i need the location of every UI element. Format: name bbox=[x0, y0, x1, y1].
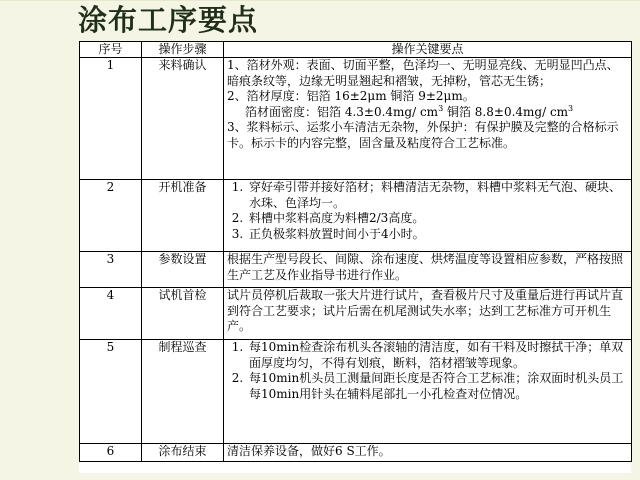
point-line: 2、箔材厚度：铝箔 16±2μm 铜箔 9±2μm。 bbox=[227, 89, 475, 103]
header-step: 操作步骤 bbox=[142, 42, 224, 58]
process-table-container bbox=[79, 41, 631, 473]
row-points: 根据生产型号段长、间隙、涂布速度、烘烤温度等设置相应参数，严格按照生产工艺及作业指导书进行作业。 bbox=[224, 252, 632, 288]
row-points bbox=[224, 340, 632, 444]
point-item: 1. 每10min检查涂布机头各滚轴的清洁度，如有干料及时擦拭干净；单双面厚度均匀，不得有划痕，断料，箔材褶皱等现象。 bbox=[247, 340, 628, 371]
row-step: 试机首检 bbox=[142, 288, 224, 340]
row-no: 2 bbox=[80, 180, 142, 252]
table-row bbox=[80, 180, 632, 252]
table-row bbox=[80, 252, 632, 288]
row-step: 参数设置 bbox=[142, 252, 224, 288]
page-title: 涂布工序要点 bbox=[78, 3, 259, 37]
process-table bbox=[79, 41, 632, 462]
table-row bbox=[80, 444, 632, 462]
point-line: 3、浆料标示、运浆小车清洁无杂物，外保护：有保护膜及完整的合格标示卡。标示卡的内容完整，固含量及粘度符合工艺标准。 bbox=[227, 120, 619, 150]
density-al-sup: 3 bbox=[438, 103, 444, 113]
table-row bbox=[80, 340, 632, 444]
row-step: 开机准备 bbox=[142, 180, 224, 252]
row-points: 清洁保养设备，做好6 S工作。 bbox=[224, 444, 632, 462]
table-row bbox=[80, 288, 632, 340]
row-step: 制程巡查 bbox=[142, 340, 224, 444]
row-step: 涂布结束 bbox=[142, 444, 224, 462]
point-item: 3. 正负极浆料放置时间小于4小时。 bbox=[247, 227, 628, 243]
table-row bbox=[80, 58, 632, 180]
density-al: 箔材面密度：铝箔 4.3±0.4mg/ cm bbox=[245, 104, 439, 119]
header-points: 操作关键要点 bbox=[224, 42, 632, 58]
point-line: 1、箔材外观：表面、切面平整，色泽均一、无明显亮线、无明显凹凸点、暗痕条纹等，边缘无明显翘起和褶皱，无掉粉，管芯无生锈； bbox=[227, 58, 619, 88]
point-item: 1. 穿好牵引带并接好箔材；料槽清洁无杂物，料槽中浆料无气泡、硬块、水珠、色泽均一。 bbox=[247, 180, 628, 211]
row-points: 试片员停机后裁取一张大片进行试片，查看极片尺寸及重量后进行再试片直到符合工艺要求；试片后需在机尾测试失水率；达到工艺标准方可开机生产。 bbox=[224, 288, 632, 340]
point-item: 2. 每10min机头员工测量间距长度是否符合工艺标准；涂双面时机头员工每10min用针头在辅料尾部扎一小孔检查对位情况。 bbox=[247, 371, 628, 402]
density-cu: 铜箔 8.8±0.4mg/ cm bbox=[446, 104, 569, 119]
row-points bbox=[224, 180, 632, 252]
row-no: 1 bbox=[80, 58, 142, 180]
table-header-row bbox=[80, 42, 632, 58]
header-no: 序号 bbox=[80, 42, 142, 58]
point-item: 2. 料槽中浆料高度为料槽2/3高度。 bbox=[247, 211, 628, 227]
point-line-density bbox=[227, 105, 628, 121]
row-no: 6 bbox=[80, 444, 142, 462]
row-no: 4 bbox=[80, 288, 142, 340]
row-step: 来料确认 bbox=[142, 58, 224, 180]
row-no: 3 bbox=[80, 252, 142, 288]
density-cu-sup: 3 bbox=[568, 103, 574, 113]
bg-rule bbox=[0, 0, 640, 1]
row-points bbox=[224, 58, 632, 180]
row-no: 5 bbox=[80, 340, 142, 444]
